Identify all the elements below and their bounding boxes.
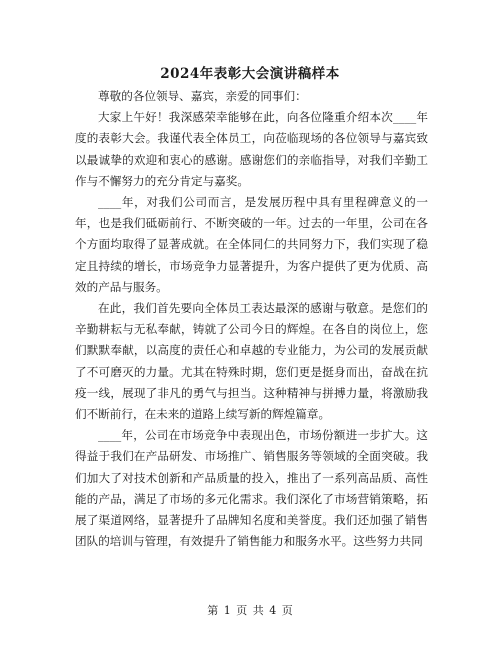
page-number-footer: 第 1 页 共 4 页 bbox=[207, 604, 293, 617]
salutation-paragraph: 尊敬的各位领导、嘉宾，亲爱的同事们： bbox=[98, 89, 307, 103]
body-paragraph: 在此，我们首先要向全体员工表达最深的感谢与敬意。是您们的辛勤耕耘与无私奉献，铸就了公司今日的辉煌。在各自的岗位上，您们默默奉献，以高度的责任心和卓越的专业能力，为公司的发展贡献了不可磨灭的力量。尤其在特殊时期，您们更是挺身而出，奋战在抗疫一线，展现了非凡的勇气与担当。这种精神与拼搏力量，将激励我们不断前行，在未来的道路上续写新的辉煌篇章。 bbox=[75, 301, 428, 422]
document-body bbox=[75, 86, 428, 552]
body-paragraph: ____年，公司在市场竞争中表现出色，市场份额进一步扩大。这得益于我们在产品研发、市场推广、销售服务等领域的全面突破。我们加大了对技术创新和产品质量的投入，推出了一系列高品质、高性能的产品，满足了市场的多元化需求。我们深化了市场营销策略，拓展了渠道网络，显著提升了品牌知名度和美誉度。我们还加强了销售团队的培训与管理，有效提升了销售能力和服务水平。这些努力共同 bbox=[75, 428, 428, 549]
body-paragraph: 大家上午好！我深感荣幸能够在此，向各位隆重介绍本次____年度的表彰大会。我谨代表全体员工，向莅临现场的各位领导与嘉宾致以最诚挚的欢迎和衷心的感谢。感谢您们的亲临指导，对我们辛勤工作与不懈努力的充分肯定与嘉奖。 bbox=[75, 110, 428, 188]
body-paragraph: ____年，对我们公司而言，是发展历程中具有里程碑意义的一年，也是我们砥砺前行、不断突破的一年。过去的一年里，公司在各个方面均取得了显著成就。在全体同仁的共同努力下，我们实现了稳定且持续的增长，市场竞争力显著提升，为客户提供了更为优质、高效的产品与服务。 bbox=[75, 195, 428, 294]
document-title: 2024年表彰大会演讲稿样本 bbox=[160, 66, 340, 82]
